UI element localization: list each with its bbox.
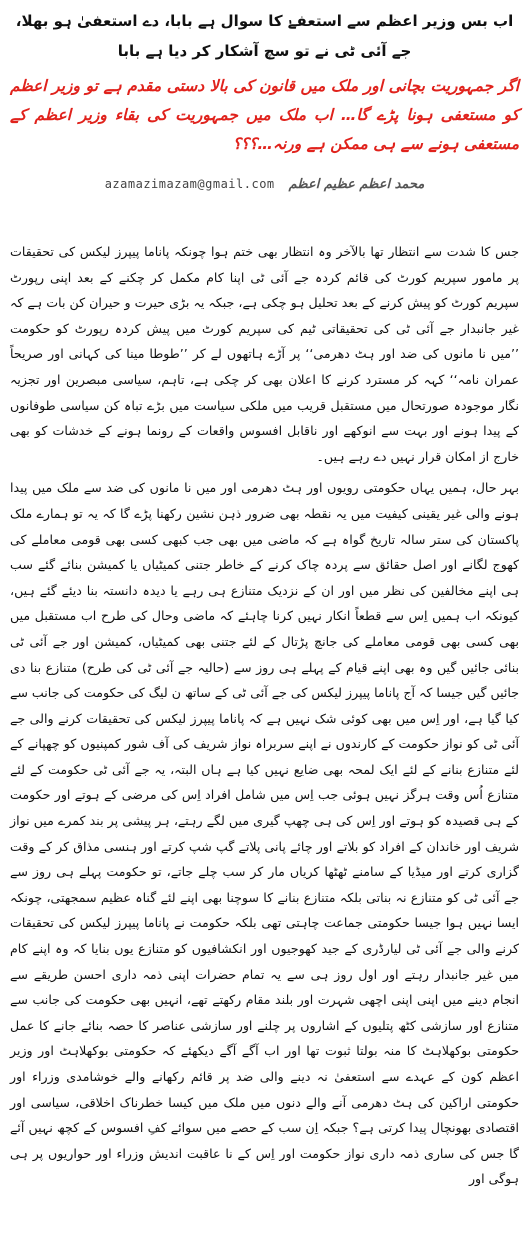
- article-body: [10, 239, 519, 1192]
- article-paragraph: جس کا شدت سے انتظار تھا بالآخر وہ انتظار بھی ختم ہوا چونکہ پاناما پیپرز لیکس کی تحقیقات پر مامور سپریم کورٹ کی قائم کردہ جے آئی ٹی اپنا کام مکمل کر چکنے کے بعد اپنی رپورٹ سپریم کورٹ کو پیش کرنے کے بعد تحلیل ہو چکی ہے، جبکہ یہ بڑی حیرت و حیران کن بات ہے کہ غیر جانبدار جے آئی ٹی کی تحقیقاتی ٹیم کی سپریم کورٹ میں پیش کردہ رپورٹ کو حکومت ’’میں نا مانوں کی ضد اور ہٹ دھرمی‘‘ پر آڑے ہاتھوں لے کر ’’طوطا مینا کی کہانی اور صریحاً عمران نامہ‘‘ کہہ کر مسترد کرنے کا اعلان بھی کر چکی ہے، تاہم، سیاسی مبصرین اور تجزیہ نگار موجودہ صورتحال میں مستقبل قریب میں ملکی سیاست میں بڑے تباہ کن سیاسی طوفانوں کے پیدا ہونے اور بہت سے انوکھے اور ناقابل افسوس واقعات کے رونما ہونے کے خدشات کو بھی خارج از امکان قرار نہیں دے رہے ہیں۔: [10, 244, 519, 464]
- author-name: محمد اعظم عظیم اعظم: [288, 176, 425, 192]
- byline: [10, 173, 519, 195]
- author-email: azamazimazam@gmail.com: [104, 177, 275, 191]
- headline-question: اب بس وزیر اعظم سے استعفےٰ کا سوال ہے بابا، دے استعفیٰ ہو بھلا، جے آئی ٹی نے تو سچ آشکار کر دیا ہے بابا: [15, 12, 514, 60]
- headline-demand: اگر جمہوریت بچانی اور ملک میں قانون کی بالا دستی مقدم ہے تو وزیر اعظم کو مستعفی ہونا پڑے گا… اب ملک میں جمہوریت کی بقاء وزیر اعظم کے مستعفی ہونے سے ہی ممکن ہے ورنہ…؟؟؟: [10, 77, 519, 153]
- article-paragraph: بہر حال، ہمیں یہاں حکومتی رویوں اور ہٹ دھرمی اور میں نا مانوں کی ضد سے ملک میں پیدا ہونے والی غیر یقینی کیفیت میں یہ نقطہ بھی ضرور ذہن نشین رکھنا پڑے گا کہ یہ تو ہمارے ملک پاکستان کی ستر سالہ تاریخ گواہ ہے کہ ماضی میں بھی جب کبھی کسی بھی قومی معاملے کی کھوج لگانے اور اصل حقائق سے پردہ چاک کرنے کے خاطر جتنی کمیٹیاں یا کمیشن بنائے گئے سب ہی اپنے مخالفین کی نظر میں اور ان کے نزدیک متنازع ہی رہے یا دیدہ دانستہ بنا دیئے گئے ہیں، کیونکہ اب ہمیں اِس سے قطعاً انکار نہیں کرنا چاہئے کہ ماضی وحال کی طرح اب مستقبل میں بھی کسی بھی قومی معاملے کی جانچ پڑتال کے لئے جتنی بھی کمیٹیاں، کمیشن اور جے آئی ٹی بنائی جائیں گیں وہ بھی اپنے قیام کے پہلے ہی روز سے (حالیہ جے آئی ٹی کی طرح) متنازع بنا دی جائیں گیں جیسا کہ آج پاناما پیپرز لیکس کی جے آئی ٹی کے ساتھ ن لیگ کی حکومت کی جانب سے کیا گیا ہے، اور اِس میں بھی کوئی شک نہیں ہے کہ پاناما پیپرز لیکس کی تحقیقات کرنے والی جے آئی ٹی کو نواز حکومت کے کارندوں نے اپنے سربراہ نواز شریف کی آف شور کمپنیوں کو چھپانے کے لئے متنازع بنانے کے لئے ایک لمحہ بھی ضایع نہیں کیا ہے ہاں البتہ، یہ جے آئی ٹی حکومت کے لئے متنازع اُس وقت ہرگز نہیں ہوئی جب اِس میں شامل افراد اِس کی مرضی کے ہوتے اور حکومت کے ہی قصیدہ کو ہوتے اور اِس کی ہی چھپ گیری میں لگے رہتے، ہر پیشی پر بند کمرے میں نواز شریف اور خاندان کے افراد کو بلاتے اور چائے پانی پلاتے گپ شپ کرتے اور ہنسی مذاق کر کے وقت گزاری کرتے اور میڈیا کے سامنے ٹھٹھا کریاں مار کر سب چلے جاتے، تو حکومت پہلے ہی روز سے جے آئی ٹی کو متنازع نہ بناتی بلکہ متنازع بنانے کا سوچنا بھی اپنے لئے گناہ عظیم سمجھتی، چونکہ ایسا نہیں ہوا جیسا حکومتی جماعت چاہتی تھی بلکہ حکومت نے پاناما پیپرز لیکس کی تحقیقات کرنے والی جے آئی ٹی لیارڈری کے جید کھوجیوں اور انکشافیوں کو متنازع یوں بنایا کہ وہ اپنے کام میں غیر جانبدار رہتے اور اول روز ہی سے یہ تمام حضرات اپنی ذمہ داری احسن طریقے سے انجام دینے میں اپنی اپنی اچھی شہرت اور بلند مقام رکھتے تھے، انہیں بھی حکومت کی جانب سے متنازع اور سازشی کٹھ پتلیوں کے اشاروں پر چلنے اور سازشی عناصر کا حصہ بنائے جانے کا عمل حکومتی بوکھلاہٹ کا منہ بولتا ثبوت تھا اور اب آگے آگے دیکھئے کہ حکومتی بوکھلاہٹ اور وزیر اعظم کون کے عہدے سے استعفیٰ نہ دینے والی ضد پر قائم رکھانے والے خوشامدی وزراء اور حکومتی اراکین کی ہٹ دھرمی آنے والے دنوں میں ملک میں کیسا خطرناک اخلاقی، سیاسی اور اقتصادی بھونچال پیدا کرتی ہے؟ جبکہ اِن سب کے حصے میں سوائے کفِ افسوس کے کچھ نہیں آئے گا جس کی ساری ذمہ داری نواز حکومت اور اِس کے نا عاقبت اندیش وزراء اور حواریوں پر ہی ہوگی اور: [10, 480, 519, 1187]
